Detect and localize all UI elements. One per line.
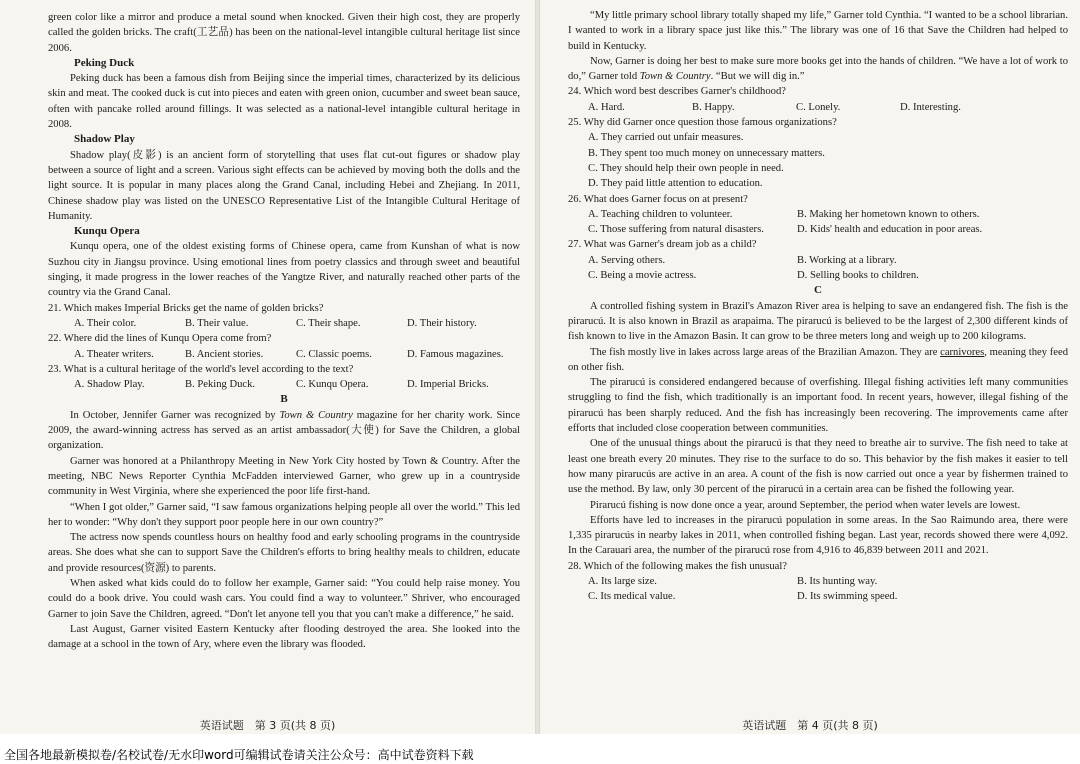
option: B. Making her hometown known to others.: [797, 208, 980, 220]
option: A. Its large size.: [588, 575, 657, 587]
option: D. Selling books to children.: [797, 270, 919, 282]
left-column: [48, 10, 520, 652]
magazine-name: Town & Country: [639, 71, 711, 83]
paragraph: In October, Jennifer Garner was recognized by Town & Country magazine for her charity work. Since 2009, the award-winning actress has served as an artist ambassador(大使) for Save the Children, a global organization.: [48, 409, 520, 452]
option: B. Peking Duck.: [185, 379, 256, 391]
question-28: 28. Which of the following makes the fish unusual?: [568, 560, 787, 572]
option: C. Lonely.: [796, 101, 841, 113]
right-column: [568, 8, 1068, 605]
paragraph: Kunqu opera, one of the oldest existing forms of Chinese opera, came from Kunshan of what is now Suzhou city in Jiangsu province. Using emotional lines from poetry classics and through sweet and beautiful singing, it made progress in the lower reaches of the Yangtze River, and naturally reached other parts of the country via the Grand Canal.: [48, 241, 520, 299]
option: D. They paid little attention to education.: [588, 178, 763, 190]
question-23-options: [74, 377, 520, 392]
paragraph: Last August, Garner visited Eastern Kentucky after flooding destroyed the area. She looked into the damage at a school in the town of Ary, where even the library was flooded.: [48, 623, 520, 651]
option: C. Its medical value.: [588, 591, 676, 603]
option: A. Their color.: [74, 317, 137, 329]
paragraph: Efforts have led to increases in the pirarucú population in some areas. In the Sao Raimundo area, there were 1,335 pirarucús in nearby lakes in 2011, when controlled fishing began. Last year, records showed there were 4,092. In the Carauari area, the number of the pirarucú rose from 4,916 to 46,839 between 2011 and 2021.: [568, 514, 1068, 557]
option: B. Their value.: [185, 317, 249, 329]
option: B. Working at a library.: [797, 254, 897, 266]
magazine-name: Town & Country: [279, 409, 353, 421]
question-22: 22. Where did the lines of Kunqu Opera come from?: [48, 333, 272, 345]
question-26: 26. What does Garner focus on at present?: [568, 193, 748, 205]
question-23: 23. What is a cultural heritage of the world's level according to the text?: [48, 363, 354, 375]
paragraph: The fish mostly live in lakes across large areas of the Brazilian Amazon. They are carnivores, meaning they feed on other fish.: [568, 346, 1068, 373]
right-exam-page: [540, 0, 1080, 734]
left-exam-page: [0, 0, 535, 734]
question-27: 27. What was Garner's dream job as a child?: [568, 239, 757, 251]
option: C. They should help their own people in need.: [588, 162, 784, 174]
heading-shadow-play: Shadow Play: [74, 133, 135, 146]
question-27-options-cd: [588, 268, 1068, 283]
option: C. Those suffering from natural disasters.: [588, 224, 764, 236]
option: D. Interesting.: [900, 101, 961, 113]
paragraph: Peking duck has been a famous dish from Beijing since the imperial times, characterized by its delicious skin and meat. The cooked duck is cut into pieces and eaten with green onion, cucumber and sweet bean sauce, often with pancake rolled around fillings. It was selected as a national-level intangible cultural heritage in 2008.: [48, 73, 520, 131]
question-21: 21. Which makes Imperial Bricks get the name of golden bricks?: [48, 302, 324, 314]
question-26-options-cd: [588, 222, 1068, 237]
option: C. Being a movie actress.: [588, 270, 697, 282]
question-22-options: [74, 347, 520, 362]
option: B. Ancient stories.: [185, 348, 264, 360]
option: A. Serving others.: [588, 254, 666, 266]
option: B. Its hunting way.: [797, 575, 878, 587]
paragraph: Shadow play(皮影) is an ancient form of storytelling that uses flat cut-out figures or shadow play between a source of light and a screen. Various sight effects can be achieved by moving both the dolls and the light source. It is popular in many places along the Grand Canal, including Hebei and Zhejiang. In 2011, Chinese shadow play was listed on the UNESCO Representative List of the Intangible Cultural Heritage of Humanity.: [48, 149, 520, 222]
paragraph: Now, Garner is doing her best to make sure more books get into the hands of children. “We have a lot of work to do,” Garner told Town & Country. “But we will dig in.”: [568, 55, 1068, 83]
option: A. Theater writers.: [74, 348, 154, 360]
underlined-word: carnivores: [940, 346, 985, 358]
question-28-options-cd: [588, 589, 1068, 604]
paragraph: A controlled fishing system in Brazil's Amazon River area is helping to save an endangered fish. The fish is the pirarucú. It is also known in Brazil as arapaima. The pirarucú is believed to be the largest of 2,300 different kinds of fish known to live in the Amazon Basin. It can grow to be three meters long and weigh up to 200 kilograms.: [568, 300, 1068, 343]
option: B. They spent too much money on unnecessary matters.: [588, 147, 825, 159]
option: C. Kunqu Opera.: [296, 379, 369, 391]
question-24-options: [588, 100, 1068, 115]
heading-peking-duck: Peking Duck: [74, 56, 135, 69]
option: C. Their shape.: [296, 317, 361, 329]
option: D. Imperial Bricks.: [407, 379, 489, 391]
option: A. Shadow Play.: [74, 379, 145, 391]
paragraph: The actress now spends countless hours on healthy food and early schooling programs in the countryside areas. She does what she can to support Save the Children's efforts to bring healthy meals to children, educate and provide resources(资源) to parents.: [48, 532, 520, 574]
page-footer-right: 英语试题 第 4 页(共 8 页): [742, 719, 878, 732]
paragraph: “My little primary school library totally shaped my life,” Garner told Cynthia. “I wanted to be a school librarian. I wanted to work in a library space just like this.” The library was one of 16 that Save the Children had helped to build in Kentucky.: [568, 10, 1068, 52]
bottom-notice: 全国各地最新模拟卷/名校试卷/无水印word可编辑试卷请关注公众号：高中试卷资料下载: [4, 748, 474, 762]
option: A. Teaching children to volunteer.: [588, 208, 733, 220]
paragraph: One of the unusual things about the pirarucú is that they need to breathe air to survive. The fish need to take at least one breath every 20 minutes. They rise to the surface to do so. This behavior by the fish makes it easier to tell how many pirarucús are active in an area. A count of the fish is now carried out once a year by fishermen trained to use the method. By law, only 30 percent of the pirarucú in a certain area can be fished the following year.: [568, 438, 1068, 496]
paragraph: “When I got older,” Garner said, “I saw famous organizations helping people all over the world.” This led her to wonder: “Why don't they support poor people here in our own country?”: [48, 501, 520, 528]
option: D. Their history.: [407, 317, 477, 329]
option: D. Famous magazines.: [407, 348, 504, 360]
question-21-options: [74, 316, 520, 331]
paragraph: Garner was honored at a Philanthropy Meeting in New York City hosted by Town & Country. After the meeting, NBC News Reporter Cynthia McFadden interviewed Garner, who grew up in a countryside community in West Virginia, where she experienced the poor life first-hand.: [48, 455, 520, 498]
option: B. Happy.: [692, 101, 735, 113]
section-c-heading: C: [814, 284, 822, 297]
heading-kunqu-opera: Kunqu Opera: [74, 225, 140, 238]
question-26-options-ab: [588, 207, 1068, 222]
paragraph: Pirarucú fishing is now done once a year, around September, the period when water levels are lowest.: [590, 499, 1021, 511]
option: D. Kids' health and education in poor areas.: [797, 224, 983, 236]
paragraph: The pirarucú is considered endangered because of overfishing. Illegal fishing activities left many communities struggling to find the fish, which traditionally is an important food. In recent years, however, illegal fishing of the pirarucú has been sharply reduced. And the fish has increasingly been recovering. The improvements came after efforts that included close cooperation between communities.: [568, 377, 1068, 435]
question-24: 24. Which word best describes Garner's childhood?: [568, 86, 786, 98]
section-b-heading: B: [280, 393, 288, 406]
question-28-options-ab: [588, 574, 1068, 589]
question-25: 25. Why did Garner once question those famous organizations?: [568, 117, 837, 129]
option: C. Classic poems.: [296, 348, 372, 360]
option: A. Hard.: [588, 101, 625, 113]
option: D. Its swimming speed.: [797, 591, 898, 603]
paragraph: green color like a mirror and produce a metal sound when knocked. Given their high cost, they are properly called the golden bricks. The craft(工艺品) has been on the national-level intangible cultural heritage list since 2006.: [48, 12, 520, 54]
question-27-options-ab: [588, 253, 1068, 268]
page-footer-left: 英语试题 第 3 页(共 8 页): [199, 719, 336, 732]
option: A. They carried out unfair measures.: [588, 132, 744, 144]
paragraph: When asked what kids could do to follow her example, Garner said: “You could help raise money. You could do a book drive. You could wash cars. You could find a way to volunteer.” Shriver, who encouraged Garner to join Save the Children, agreed. “Don't let anyone tell you that you can't make a difference,” he said.: [48, 577, 520, 620]
